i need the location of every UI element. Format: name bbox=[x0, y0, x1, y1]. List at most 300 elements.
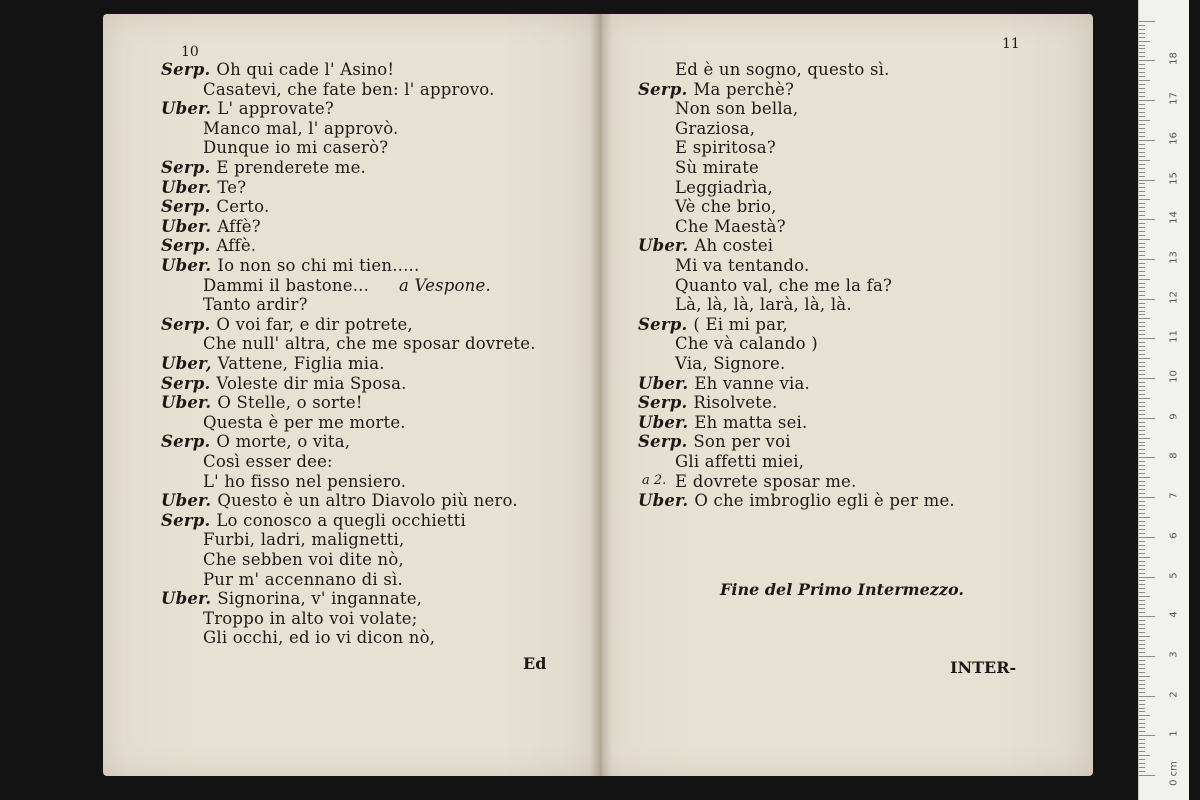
text-line bbox=[638, 315, 788, 334]
text-line bbox=[203, 609, 418, 628]
speaker-label: Serp. bbox=[161, 314, 211, 334]
text-line bbox=[203, 570, 403, 589]
text-line bbox=[161, 236, 256, 255]
ruler-tick bbox=[1139, 449, 1145, 450]
ruler-tick bbox=[1139, 680, 1145, 681]
ruler-tick bbox=[1139, 235, 1145, 236]
line-text: Vè che brio, bbox=[675, 197, 777, 217]
ruler-tick bbox=[1139, 584, 1145, 585]
ruler-tick bbox=[1139, 445, 1145, 446]
ruler-tick bbox=[1139, 398, 1150, 399]
ruler-label: 1 bbox=[1168, 730, 1180, 737]
ruler-tick bbox=[1139, 64, 1145, 65]
text-line bbox=[675, 295, 852, 314]
ruler-label: 7 bbox=[1168, 492, 1180, 499]
ruler-tick bbox=[1139, 88, 1145, 89]
text-line bbox=[203, 80, 495, 99]
ruler-tick bbox=[1139, 553, 1145, 554]
line-text: Via, Signore. bbox=[675, 354, 786, 373]
line-text: Gli affetti miei, bbox=[675, 452, 805, 471]
ruler-tick bbox=[1139, 76, 1145, 77]
ruler-tick bbox=[1139, 84, 1145, 85]
ruler-tick bbox=[1139, 251, 1145, 252]
line-text: Che Maestà? bbox=[675, 216, 786, 236]
line-text: Così esser dee: bbox=[203, 452, 333, 471]
ruler-tick bbox=[1139, 700, 1145, 701]
ruler-tick bbox=[1139, 80, 1150, 81]
ruler-tick bbox=[1139, 199, 1150, 200]
ruler-tick bbox=[1139, 517, 1150, 518]
ruler-tick bbox=[1139, 191, 1145, 192]
page-number-right: 11 bbox=[1002, 36, 1020, 52]
text-line bbox=[675, 256, 809, 275]
ruler-tick bbox=[1139, 767, 1145, 768]
line-text: Lo conosco a quegli occhietti bbox=[216, 510, 466, 530]
ruler-tick bbox=[1139, 100, 1155, 101]
ruler-tick bbox=[1139, 136, 1145, 137]
line-text: Ma perchè? bbox=[693, 79, 795, 99]
line-text: Manco mal, l' approvò. bbox=[203, 118, 399, 138]
ruler-tick bbox=[1139, 525, 1145, 526]
line-text: L' approvate? bbox=[217, 99, 334, 119]
ruler-tick bbox=[1139, 45, 1145, 46]
ruler-tick bbox=[1139, 608, 1145, 609]
ruler-tick bbox=[1139, 112, 1145, 113]
ruler-tick bbox=[1139, 160, 1150, 161]
book-gutter bbox=[590, 14, 612, 776]
open-book bbox=[103, 14, 1093, 776]
ruler-tick bbox=[1139, 21, 1155, 22]
text-line bbox=[203, 413, 406, 432]
ruler-tick bbox=[1139, 430, 1145, 431]
ruler-tick bbox=[1139, 711, 1145, 712]
text-line bbox=[675, 217, 786, 236]
ruler-tick bbox=[1139, 505, 1145, 506]
ruler-tick bbox=[1139, 271, 1145, 272]
ruler-label: 18 bbox=[1168, 52, 1180, 66]
line-text: Mi va tentando. bbox=[675, 256, 810, 275]
ruler-tick bbox=[1139, 735, 1155, 736]
ruler-tick bbox=[1139, 322, 1145, 323]
ruler-tick bbox=[1139, 414, 1145, 415]
text-line bbox=[675, 60, 890, 79]
text-line bbox=[203, 334, 536, 353]
ruler-tick bbox=[1139, 537, 1155, 538]
ruler-tick bbox=[1139, 465, 1145, 466]
text-line bbox=[675, 178, 773, 197]
ruler-tick bbox=[1139, 461, 1145, 462]
text-line bbox=[161, 158, 366, 177]
ruler-tick bbox=[1139, 600, 1145, 601]
text-line bbox=[161, 393, 363, 412]
line-text: Pur m' accennano di sì. bbox=[203, 569, 403, 589]
ruler-tick bbox=[1139, 96, 1145, 97]
ruler-tick bbox=[1139, 72, 1145, 73]
ruler-tick bbox=[1139, 541, 1145, 542]
ruler-tick bbox=[1139, 295, 1145, 296]
line-text: Furbi, ladri, malignetti, bbox=[203, 530, 405, 550]
ruler-tick bbox=[1139, 29, 1145, 30]
ruler-tick bbox=[1139, 596, 1150, 597]
ruler-tick bbox=[1139, 521, 1145, 522]
text-line bbox=[203, 472, 406, 491]
line-text: Affè? bbox=[217, 216, 261, 236]
ruler-tick bbox=[1139, 660, 1145, 661]
ruler-tick bbox=[1139, 231, 1145, 232]
ruler-tick bbox=[1139, 481, 1145, 482]
ruler-tick bbox=[1139, 696, 1155, 697]
ruler-tick bbox=[1139, 493, 1145, 494]
ruler-tick bbox=[1139, 291, 1145, 292]
line-text: Sù mirate bbox=[675, 158, 760, 177]
ruler-tick bbox=[1139, 386, 1145, 387]
speaker-label: Serp. bbox=[161, 236, 211, 256]
ruler-tick bbox=[1139, 592, 1145, 593]
ruler-tick bbox=[1139, 259, 1155, 260]
ruler-tick bbox=[1139, 283, 1145, 284]
speaker-label: Serp. bbox=[161, 197, 211, 217]
line-text: O Stelle, o sorte! bbox=[217, 393, 363, 413]
ruler-tick bbox=[1139, 116, 1145, 117]
ruler-tick bbox=[1139, 469, 1145, 470]
ruler-tick bbox=[1139, 438, 1150, 439]
speaker-label: Uber. bbox=[638, 373, 689, 393]
ruler-tick bbox=[1139, 731, 1145, 732]
line-text: Voleste dir mia Sposa. bbox=[216, 373, 407, 393]
ruler-tick bbox=[1139, 378, 1155, 379]
ruler-tick bbox=[1139, 565, 1145, 566]
ruler-tick bbox=[1139, 152, 1145, 153]
ruler-tick bbox=[1139, 56, 1145, 57]
text-line bbox=[161, 217, 261, 236]
line-text: O voi far, e dir potrete, bbox=[216, 314, 413, 334]
ruler-tick bbox=[1139, 243, 1145, 244]
text-line bbox=[161, 315, 413, 334]
right-page bbox=[600, 14, 1093, 776]
ruler-tick bbox=[1139, 664, 1145, 665]
ruler-tick bbox=[1139, 573, 1145, 574]
ruler-tick bbox=[1139, 668, 1145, 669]
ruler-tick bbox=[1139, 346, 1145, 347]
text-line bbox=[161, 491, 518, 510]
line-text: Risolvete. bbox=[693, 393, 778, 413]
ruler-label: 13 bbox=[1168, 251, 1180, 264]
ruler-tick bbox=[1139, 561, 1145, 562]
ruler-label: 12 bbox=[1168, 290, 1180, 304]
ruler-tick bbox=[1139, 723, 1145, 724]
ruler-tick bbox=[1139, 172, 1145, 173]
line-text: Te? bbox=[217, 177, 247, 197]
text-line bbox=[161, 197, 269, 216]
text-line bbox=[161, 178, 246, 197]
text-line bbox=[638, 236, 773, 255]
ruler-tick bbox=[1139, 588, 1145, 589]
ruler-tick bbox=[1139, 719, 1145, 720]
ruler-tick bbox=[1139, 128, 1145, 129]
text-line bbox=[161, 99, 334, 118]
text-line bbox=[638, 80, 794, 99]
ruler-tick bbox=[1139, 684, 1145, 685]
ruler-tick bbox=[1139, 382, 1145, 383]
line-text: Dammi il bastone... bbox=[203, 275, 370, 295]
text-line bbox=[161, 511, 466, 530]
ruler-tick bbox=[1139, 759, 1145, 760]
stage-direction: a Vespone. bbox=[399, 275, 491, 295]
ruler-tick bbox=[1139, 755, 1150, 756]
text-line bbox=[203, 452, 333, 471]
ruler-tick bbox=[1139, 751, 1145, 752]
ruler-tick bbox=[1139, 124, 1145, 125]
ruler-tick bbox=[1139, 168, 1145, 169]
ruler-tick bbox=[1139, 354, 1145, 355]
ruler-tick bbox=[1139, 247, 1145, 248]
ruler-label: 4 bbox=[1168, 611, 1180, 618]
speaker-label: Uber. bbox=[638, 491, 689, 511]
line-text: Eh vanne via. bbox=[694, 373, 810, 393]
ruler-tick bbox=[1139, 422, 1145, 423]
text-line bbox=[675, 158, 759, 177]
ruler-label: 10 bbox=[1168, 370, 1180, 383]
ruler-tick bbox=[1139, 60, 1155, 61]
text-line bbox=[203, 295, 308, 314]
ruler-tick bbox=[1139, 195, 1145, 196]
text-line bbox=[675, 334, 818, 353]
text-line bbox=[203, 550, 404, 569]
ruler-tick bbox=[1139, 311, 1145, 312]
text-line bbox=[203, 119, 398, 138]
ruler-label: 5 bbox=[1168, 571, 1180, 579]
ruler-tick bbox=[1139, 442, 1145, 443]
ruler-tick bbox=[1139, 299, 1155, 300]
ruler-tick bbox=[1139, 457, 1155, 458]
ruler-tick bbox=[1139, 156, 1145, 157]
ruler-tick bbox=[1139, 533, 1145, 534]
ruler-tick bbox=[1139, 176, 1145, 177]
line-text: ( Ei mi par, bbox=[693, 314, 788, 334]
line-text: Ed è un sogno, questo sì. bbox=[675, 60, 890, 79]
line-text: Son per voi bbox=[693, 432, 791, 452]
ruler-tick bbox=[1139, 318, 1150, 319]
speaker-label: Uber. bbox=[161, 256, 212, 275]
speaker-label: Uber. bbox=[161, 99, 212, 119]
line-text: Che sebben voi dite nò, bbox=[203, 550, 404, 569]
ruler-tick bbox=[1139, 211, 1145, 212]
line-text: E spiritosa? bbox=[675, 138, 776, 158]
ruler-tick bbox=[1139, 529, 1145, 530]
line-text: Dunque io mi caserò? bbox=[203, 138, 389, 158]
line-text: L' ho fisso nel pensiero. bbox=[203, 471, 407, 491]
speaker-label: Uber. bbox=[638, 412, 689, 432]
ruler-tick bbox=[1139, 577, 1155, 578]
speaker-label: Serp. bbox=[161, 510, 211, 530]
ruler-tick bbox=[1139, 366, 1145, 367]
line-text: Graziosa, bbox=[675, 118, 756, 138]
text-line bbox=[638, 491, 955, 510]
ruler-tick bbox=[1139, 279, 1150, 280]
ruler-tick bbox=[1139, 640, 1145, 641]
speaker-label: Uber. bbox=[161, 177, 212, 197]
ruler-tick bbox=[1139, 628, 1145, 629]
ruler-tick bbox=[1139, 68, 1145, 69]
ruler-tick bbox=[1139, 132, 1145, 133]
line-text: Là, là, là, larà, là, là. bbox=[675, 295, 852, 315]
ruler-label: 9 bbox=[1168, 413, 1180, 420]
text-line bbox=[675, 138, 776, 157]
ruler-tick bbox=[1139, 394, 1145, 395]
line-text: Oh qui cade l' Asino! bbox=[216, 60, 395, 79]
ruler-tick bbox=[1139, 557, 1150, 558]
text-line bbox=[675, 99, 798, 118]
ruler-label: 16 bbox=[1168, 131, 1180, 145]
ruler-tick bbox=[1139, 303, 1145, 304]
line-text: O che imbroglio egli è per me. bbox=[694, 491, 955, 511]
speaker-label: Serp. bbox=[638, 432, 688, 452]
ruler-tick bbox=[1139, 692, 1145, 693]
ruler-tick bbox=[1139, 92, 1145, 93]
ruler-tick bbox=[1139, 775, 1155, 776]
ruler-tick bbox=[1139, 267, 1145, 268]
ruler-tick bbox=[1139, 203, 1145, 204]
ruler-tick bbox=[1139, 350, 1145, 351]
ruler-tick bbox=[1139, 334, 1145, 335]
line-text: Tanto ardir? bbox=[203, 295, 308, 315]
left-page bbox=[103, 14, 600, 776]
text-line bbox=[675, 472, 856, 491]
ruler-tick bbox=[1139, 48, 1145, 49]
ruler-tick bbox=[1139, 239, 1150, 240]
ruler-tick bbox=[1139, 52, 1145, 53]
ruler-tick bbox=[1139, 485, 1145, 486]
line-text: Casatevi, che fate ben: l' approvo. bbox=[203, 79, 495, 99]
ruler-tick bbox=[1139, 715, 1150, 716]
speaker-label: Serp. bbox=[161, 158, 211, 177]
line-text: Vattene, Figlia mia. bbox=[217, 354, 385, 373]
ruler-tick bbox=[1139, 108, 1145, 109]
ruler-tick bbox=[1139, 489, 1145, 490]
speaker-label: Uber, bbox=[161, 354, 212, 373]
ruler-label: 11 bbox=[1168, 330, 1180, 344]
ruler-tick bbox=[1139, 708, 1145, 709]
line-text: Gli occhi, ed io vi dicon nò, bbox=[203, 628, 436, 648]
text-line bbox=[675, 276, 892, 295]
ruler-tick bbox=[1139, 183, 1145, 184]
line-text: Signorina, v' ingannate, bbox=[217, 589, 423, 609]
speaker-label: Serp. bbox=[161, 432, 211, 452]
ruler-tick bbox=[1139, 656, 1155, 657]
ruler-tick bbox=[1139, 509, 1145, 510]
text-line bbox=[638, 413, 807, 432]
text-line bbox=[675, 452, 804, 471]
line-text: Affè. bbox=[216, 236, 257, 256]
speaker-label: Uber. bbox=[638, 236, 689, 256]
speaker-label: Serp. bbox=[638, 314, 688, 334]
ruler-tick bbox=[1139, 223, 1145, 224]
ruler-tick bbox=[1139, 612, 1145, 613]
text-line bbox=[638, 432, 791, 451]
ruler-tick bbox=[1139, 406, 1145, 407]
ruler-tick bbox=[1139, 727, 1145, 728]
text-line bbox=[161, 256, 419, 275]
ruler-label: 17 bbox=[1168, 92, 1180, 105]
speaker-label: Uber. bbox=[161, 393, 212, 413]
speaker-label: Serp. bbox=[638, 393, 688, 413]
ruler-tick bbox=[1139, 473, 1145, 474]
ruler-tick bbox=[1139, 632, 1145, 633]
ruler-tick bbox=[1139, 148, 1145, 149]
ruler-tick bbox=[1139, 739, 1145, 740]
speaker-label: Serp. bbox=[161, 373, 211, 393]
line-text: Leggiadrìa, bbox=[675, 177, 773, 197]
catchword-right: INTER- bbox=[950, 658, 1017, 677]
ruler-tick bbox=[1139, 580, 1145, 581]
ruler-tick bbox=[1139, 41, 1150, 42]
ruler-label: 8 bbox=[1168, 452, 1180, 460]
text-line bbox=[675, 354, 785, 373]
ruler-tick bbox=[1139, 120, 1150, 121]
text-line bbox=[675, 197, 777, 216]
ruler-tick bbox=[1139, 374, 1145, 375]
ruler-tick bbox=[1139, 140, 1155, 141]
line-text: Io non so chi mi tien..... bbox=[217, 256, 420, 275]
ruler-tick bbox=[1139, 434, 1145, 435]
text-line bbox=[161, 432, 350, 451]
ruler-tick bbox=[1139, 370, 1145, 371]
ruler-tick bbox=[1139, 25, 1145, 26]
ruler-label: 15 bbox=[1168, 171, 1180, 185]
line-text: E prenderete me. bbox=[216, 158, 366, 177]
text-line bbox=[638, 393, 778, 412]
ruler-tick bbox=[1139, 326, 1145, 327]
line-text: Non son bella, bbox=[675, 99, 799, 119]
line-text: Troppo in alto voi volate; bbox=[203, 608, 418, 628]
ruler-tick bbox=[1139, 180, 1155, 181]
text-line bbox=[675, 119, 755, 138]
ruler-tick bbox=[1139, 402, 1145, 403]
line-text: O morte, o vita, bbox=[216, 432, 351, 452]
ruler-tick bbox=[1139, 688, 1145, 689]
text-line bbox=[203, 138, 388, 157]
ruler-tick bbox=[1139, 426, 1145, 427]
line-text: E dovrete sposar me. bbox=[675, 471, 857, 491]
ruler-tick bbox=[1139, 549, 1145, 550]
ruler-tick bbox=[1139, 33, 1145, 34]
closing-line: Fine del Primo Intermezzo. bbox=[720, 580, 964, 599]
measurement-ruler bbox=[1138, 0, 1189, 800]
ruler-label: 3 bbox=[1168, 651, 1180, 658]
line-text: Certo. bbox=[216, 197, 270, 217]
ruler-tick bbox=[1139, 330, 1145, 331]
ruler-label: 14 bbox=[1168, 211, 1180, 225]
ruler-label: 0 cm bbox=[1168, 761, 1180, 786]
ruler-tick bbox=[1139, 104, 1145, 105]
ruler-tick bbox=[1139, 620, 1145, 621]
text-line bbox=[161, 589, 422, 608]
ruler-tick bbox=[1139, 307, 1145, 308]
speaker-label: Uber. bbox=[161, 491, 212, 511]
ruler-tick bbox=[1139, 207, 1145, 208]
text-line bbox=[161, 354, 385, 373]
ruler-tick bbox=[1139, 497, 1155, 498]
ruler-tick bbox=[1139, 410, 1145, 411]
ruler-tick bbox=[1139, 418, 1155, 419]
ruler-tick bbox=[1139, 342, 1145, 343]
ruler-tick bbox=[1139, 672, 1145, 673]
text-line bbox=[161, 60, 394, 79]
ruler-tick bbox=[1139, 477, 1150, 478]
ruler-tick bbox=[1139, 644, 1145, 645]
ruler-tick bbox=[1139, 545, 1145, 546]
ruler-tick bbox=[1139, 275, 1145, 276]
